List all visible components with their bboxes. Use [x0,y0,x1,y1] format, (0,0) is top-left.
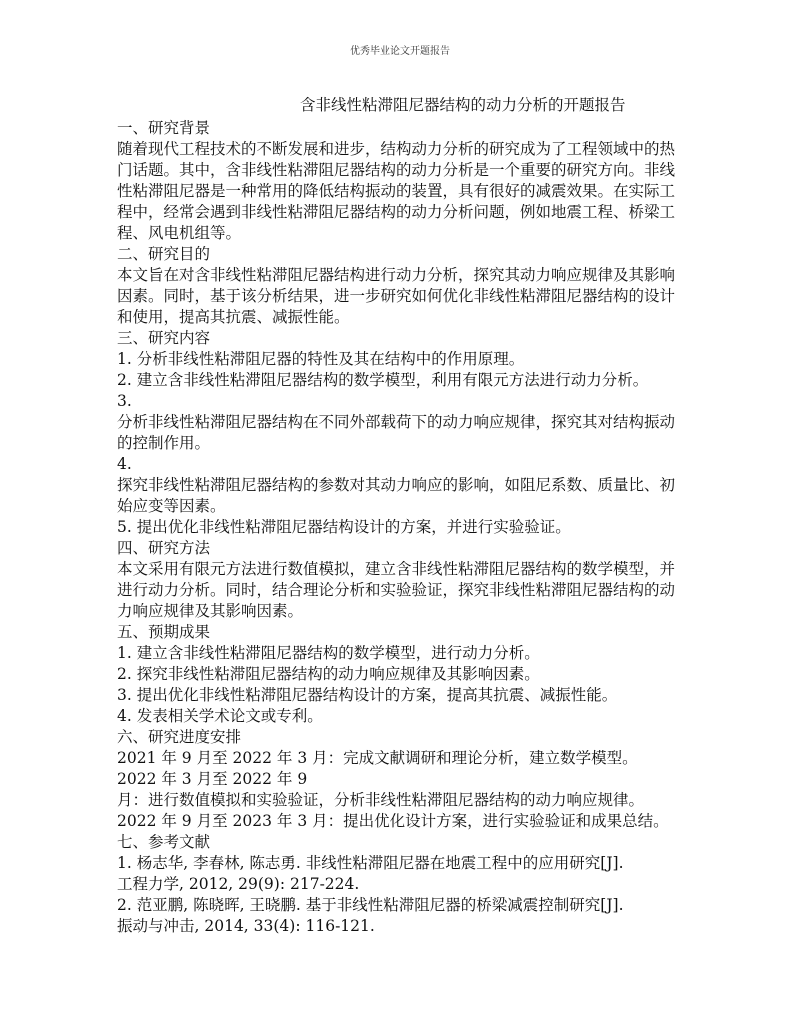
text-line: 二、研究目的 [117,245,211,263]
page-header: 优秀毕业论文开题报告 [350,46,450,57]
text-line: 性粘滞阻尼器是一种常用的降低结构振动的装置，具有很好的减震效果。在实际工 [117,182,676,200]
text-line: 2021 年 9 月至 2022 年 3 月：完成文献调研和理论分析，建立数学模型。 [117,749,638,767]
text-line: 六、研究进度安排 [117,728,242,746]
text-line: 和使用，提高其抗震、减振性能。 [117,308,350,326]
text-line: 本文旨在对含非线性粘滞阻尼器结构进行动力分析，探究其动力响应规律及其影响 [117,266,676,284]
text-line: 探究非线性粘滞阻尼器结构的参数对其动力响应的影响，如阻尼系数、质量比、初 [117,476,676,494]
text-line: 始应变等因素。 [117,497,226,515]
text-line: 2022 年 9 月至 2023 年 3 月：提出优化设计方案，进行实验验证和成果总结。 [117,812,669,830]
text-line: 四、研究方法 [117,539,211,557]
text-line: 进行动力分析。同时，结合理论分析和实验验证，探究非线性粘滞阻尼器结构的动 [117,581,676,599]
text-line: 振动与冲击, 2014, 33(4): 116-121. [117,917,375,935]
text-line: 2. 建立含非线性粘滞阻尼器结构的数学模型，利用有限元方法进行动力分析。 [117,371,649,389]
text-line: 三、研究内容 [117,329,211,347]
document-body [117,118,691,937]
text-line: 程、风电机组等。 [117,224,242,242]
text-line: 程中，经常会遇到非线性粘滞阻尼器结构的动力分析问题，例如地震工程、桥梁工 [117,203,676,221]
document-title: 含非线性粘滞阻尼器结构的动力分析的开题报告 [300,96,626,114]
text-line: 1. 分析非线性粘滞阻尼器的特性及其在结构中的作用原理。 [117,350,525,368]
text-line: 的控制作用。 [117,434,211,452]
text-line: 工程力学, 2012, 29(9): 217-224. [117,875,360,893]
text-line: 力响应规律及其影响因素。 [117,602,304,620]
text-line: 1. 杨志华, 李春林, 陈志勇. 非线性粘滞阻尼器在地震工程中的应用研究[J]. [117,854,624,872]
text-line: 3. 提出优化非线性粘滞阻尼器结构设计的方案，提高其抗震、减振性能。 [117,686,618,704]
text-line: 2. 探究非线性粘滞阻尼器结构的动力响应规律及其影响因素。 [117,665,540,683]
text-line: 4. [117,455,132,473]
text-line: 七、参考文献 [117,833,211,851]
text-line: 3. [117,392,132,410]
text-line: 本文采用有限元方法进行数值模拟，建立含非线性粘滞阻尼器结构的数学模型，并 [117,560,676,578]
text-line: 4. 发表相关学术论文或专利。 [117,707,323,725]
text-line: 月：进行数值模拟和实验验证，分析非线性粘滞阻尼器结构的动力响应规律。 [117,791,645,809]
text-line: 五、预期成果 [117,623,211,641]
text-line: 5. 提出优化非线性粘滞阻尼器结构设计的方案，并进行实验验证。 [117,518,571,536]
text-line: 随着现代工程技术的不断发展和进步，结构动力分析的研究成为了工程领域中的热 [117,140,676,158]
text-line: 1. 建立含非线性粘滞阻尼器结构的数学模型，进行动力分析。 [117,644,540,662]
text-line: 门话题。其中，含非线性粘滞阻尼器结构的动力分析是一个重要的研究方向。非线 [117,161,676,179]
text-line: 因素。同时，基于该分析结果，进一步研究如何优化非线性粘滞阻尼器结构的设计 [117,287,676,305]
text-line: 分析非线性粘滞阻尼器结构在不同外部载荷下的动力响应规律，探究其对结构振动 [117,413,676,431]
text-line: 一、研究背景 [117,119,211,137]
text-line: 2. 范亚鹏, 陈晓晖, 王晓鹏. 基于非线性粘滞阻尼器的桥梁减震控制研究[J]. [117,896,624,914]
text-line: 2022 年 3 月至 2022 年 9 [117,770,308,788]
